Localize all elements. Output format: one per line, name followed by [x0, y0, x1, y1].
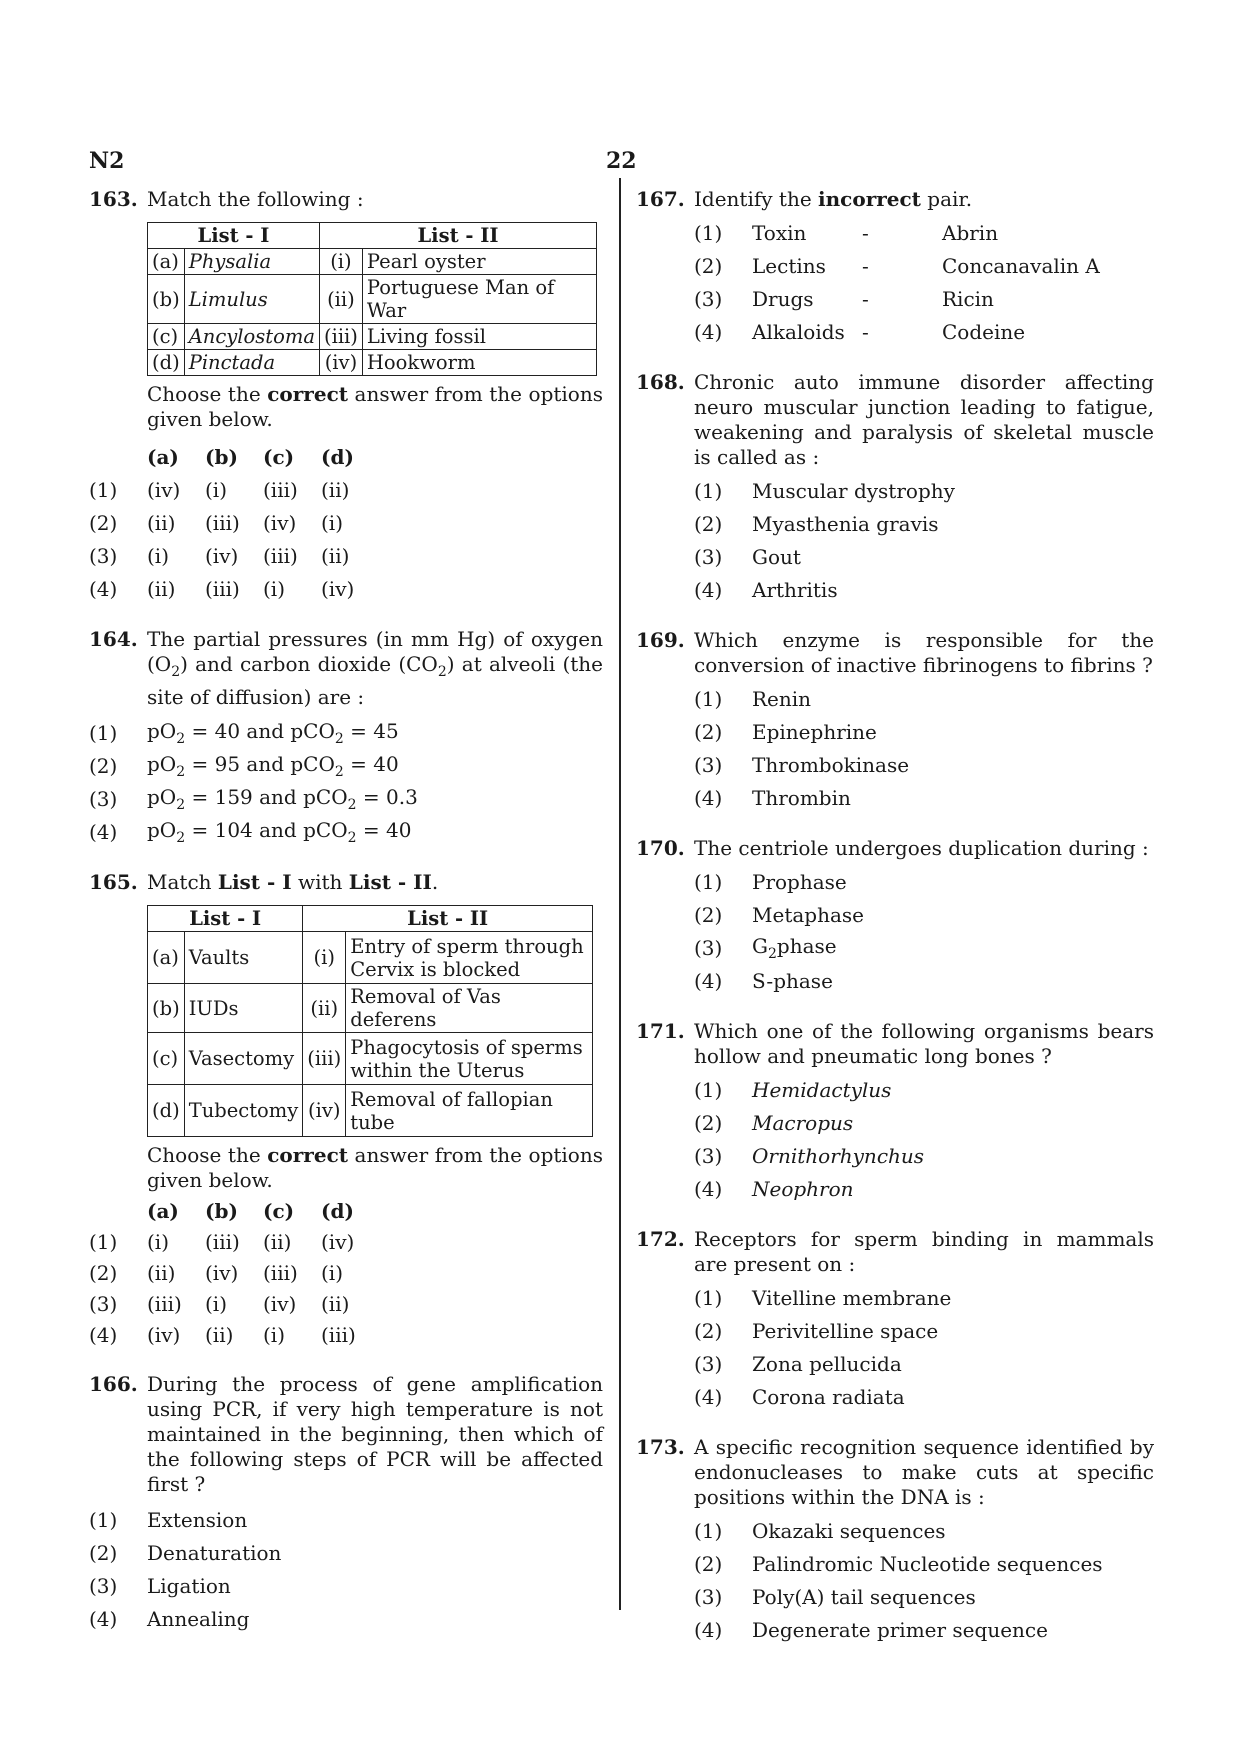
answer-option-2[interactable]: (2) (ii) (iii) (iv) (i) [89, 510, 344, 535]
table-cell: (ii) [303, 984, 346, 1033]
table-row [148, 1085, 593, 1137]
answer-option-2[interactable]: (2) Myasthenia gravis [694, 511, 939, 536]
answer-option-3[interactable]: (3) Drugs - Ricin [694, 286, 994, 311]
table-cell: Tubectomy [184, 1085, 303, 1137]
answer-option-3[interactable]: (3) Ligation [89, 1573, 231, 1598]
answer-option-3[interactable]: (3) (i) (iv) (iii) (ii) [89, 543, 350, 568]
question-number: 166. [89, 1372, 138, 1396]
answer-option-4[interactable]: (4) Degenerate primer sequence [694, 1617, 1048, 1642]
table-cell: (b) [148, 984, 185, 1033]
right-column [636, 187, 1154, 1668]
table-cell: (i) [319, 249, 362, 275]
answer-option-3[interactable]: (3) (iii) (i) (iv) (ii) [89, 1291, 350, 1316]
choose-instruction: Choose the correct answer from the options given below. [147, 1143, 603, 1192]
question-number: 170. [636, 836, 685, 860]
table-cell: (i) [303, 932, 346, 984]
table-cell: (iii) [319, 324, 362, 350]
table-row [148, 1033, 593, 1085]
table-header-list-1: List - I [148, 223, 320, 249]
question-164 [89, 627, 603, 848]
table-row [148, 984, 593, 1033]
question-text: The centriole undergoes duplication during : [694, 836, 1149, 860]
table-cell: Removal of Vas deferens [346, 984, 593, 1033]
question-text: Chronic auto immune disorder affecting neuro muscular junction leading to fatigue, weakening and paralysis of skeletal muscle is called as : [694, 370, 1154, 469]
grid-header: (a) (b) (c) (d) [147, 1198, 354, 1223]
table-row [148, 932, 593, 984]
question-text: Identify the incorrect pair. [694, 187, 973, 211]
answer-option-3[interactable]: (3) $pO_2 = 159$ and pCO$_2$ = 0.3 [89, 784, 418, 813]
question-text: Which enzyme is responsible for the conversion of inactive fibrinogens to fibrins ? [694, 628, 1154, 677]
table-cell: Living fossil [362, 324, 596, 350]
answer-option-1[interactable]: (1) Toxin - Abrin [694, 220, 999, 245]
answer-option-4[interactable]: (4) Corona radiata [694, 1384, 905, 1409]
question-166 [89, 1372, 603, 1635]
question-number: 169. [636, 628, 685, 652]
paper-code: N2 [89, 148, 125, 174]
question-number: 168. [636, 370, 685, 394]
table-header-list-2: List - II [303, 906, 593, 932]
answer-option-2[interactable]: (2) Macropus [694, 1110, 854, 1135]
question-number: 173. [636, 1435, 685, 1459]
table-cell: Phagocytosis of sperms within the Uterus [346, 1033, 593, 1085]
answer-option-4[interactable]: (4) Neophron [694, 1176, 854, 1201]
question-text: Which one of the following organisms bears hollow and pneumatic long bones ? [694, 1019, 1154, 1068]
answer-option-4[interactable]: (4) Arthritis [694, 577, 838, 602]
table-cell: Portuguese Man of War [362, 275, 596, 324]
table-cell: (d) [148, 1085, 185, 1137]
question-text: The partial pressures (in mm Hg) of oxygen $(O_2)$ and carbon dioxide $(CO_2)$ at alveoli (the site of diffusion) are : [147, 627, 603, 709]
grid-header: (a) (b) (c) (d) [147, 444, 354, 469]
table-cell: Ancylostoma [184, 324, 319, 350]
question-number: 167. [636, 187, 685, 211]
answer-option-4[interactable]: (4) $pO_2 = 104$ and pCO$_2$ = 40 [89, 817, 412, 846]
question-text: A specific recognition sequence identified by endonucleases to make cuts at specific positions within the DNA is : [694, 1435, 1154, 1509]
question-165 [89, 870, 603, 1350]
question-172 [636, 1227, 1154, 1413]
answer-option-1[interactable]: (1) Okazaki sequences [694, 1518, 946, 1543]
answer-option-4[interactable]: (4) Alkaloids - Codeine [694, 319, 1026, 344]
table-row [148, 249, 597, 275]
table-header-list-1: List - I [148, 906, 303, 932]
table-header-list-2: List - II [319, 223, 596, 249]
answer-option-4[interactable]: (4) Annealing [89, 1606, 250, 1631]
question-167 [636, 187, 1154, 348]
question-163 [89, 187, 603, 605]
answer-option-1[interactable]: (1) Hemidactylus [694, 1077, 892, 1102]
question-173 [636, 1435, 1154, 1646]
question-text: Match the following : [147, 187, 364, 211]
page-number: 22 [606, 148, 637, 174]
answer-option-1[interactable]: (1) (i) (iii) (ii) (iv) [89, 1229, 355, 1254]
question-text: During the process of gene amplification using PCR, if very high temperature is not maintained in the beginning, then which of the following steps of PCR will be affected first ? [147, 1372, 603, 1496]
table-cell: Pearl oyster [362, 249, 596, 275]
answer-option-4[interactable]: (4) (iv) (ii) (i) (iii) [89, 1322, 356, 1347]
answer-option-3[interactable]: (3) Poly(A) tail sequences [694, 1584, 976, 1609]
table-row [148, 350, 597, 376]
answer-option-4[interactable]: (4) Thrombin [694, 785, 851, 810]
question-number: 165. [89, 870, 138, 894]
table-cell: (b) [148, 275, 185, 324]
table-cell: (c) [148, 1033, 185, 1085]
question-169 [636, 628, 1154, 814]
table-cell: Vaults [184, 932, 303, 984]
table-cell: (ii) [319, 275, 362, 324]
table-cell: (d) [148, 350, 185, 376]
answer-option-2[interactable]: (2) Epinephrine [694, 719, 877, 744]
answer-grid [89, 440, 603, 605]
answer-option-1[interactable]: (1) Renin [694, 686, 812, 711]
question-number: 171. [636, 1019, 685, 1043]
answer-option-2[interactable]: (2) Lectins - Concanavalin A [694, 253, 1100, 278]
answer-option-3[interactable]: (3) Ornithorhynchus [694, 1143, 925, 1168]
table-cell: (iii) [303, 1033, 346, 1085]
answer-option-1[interactable]: (1) Extension [89, 1507, 248, 1532]
table-cell: (a) [148, 932, 185, 984]
table-cell: (iv) [319, 350, 362, 376]
answer-option-1[interactable]: (1) Muscular dystrophy [694, 478, 955, 503]
table-cell: Vasectomy [184, 1033, 303, 1085]
answer-option-2[interactable]: (2) (ii) (iv) (iii) (i) [89, 1260, 344, 1285]
table-cell: Physalia [184, 249, 319, 275]
answer-option-2[interactable]: (2) Palindromic Nucleotide sequences [694, 1551, 1103, 1576]
table-cell: (c) [148, 324, 185, 350]
question-number: 163. [89, 187, 138, 211]
left-column [89, 187, 603, 1657]
column-divider [619, 178, 621, 1610]
match-table [147, 222, 597, 376]
question-number: 172. [636, 1227, 685, 1251]
question-170 [636, 836, 1154, 997]
match-table [147, 905, 593, 1137]
table-cell: IUDs [184, 984, 303, 1033]
answer-option-1[interactable]: (1) Vitelline membrane [694, 1285, 952, 1310]
question-number: 164. [89, 627, 138, 651]
question-168 [636, 370, 1154, 606]
answer-option-2[interactable]: (2) $pO_2 = 95$ and pCO$_2$ = 40 [89, 751, 399, 780]
question-text: Match List - I with List - II. [147, 870, 439, 894]
answer-option-1[interactable]: (1) Prophase [694, 869, 847, 894]
answer-grid [89, 1195, 603, 1350]
answer-option-1[interactable]: (1) (iv) (i) (iii) (ii) [89, 477, 350, 502]
answer-option-3[interactable]: (3) Zona pellucida [694, 1351, 902, 1376]
choose-instruction: Choose the correct answer from the options given below. [147, 382, 603, 431]
table-row [148, 324, 597, 350]
answer-option-4[interactable]: (4) S-phase [694, 968, 833, 993]
table-cell: (iv) [303, 1085, 346, 1137]
table-row [148, 275, 597, 324]
answer-option-3[interactable]: (3) Gout [694, 544, 801, 569]
table-cell: Hookworm [362, 350, 596, 376]
answer-option-4[interactable]: (4) (ii) (iii) (i) (iv) [89, 576, 355, 601]
table-cell: Pinctada [184, 350, 319, 376]
table-cell: Removal of fallopian tube [346, 1085, 593, 1137]
table-cell: Limulus [184, 275, 319, 324]
answer-option-2[interactable]: (2) Perivitelline space [694, 1318, 939, 1343]
answer-option-2[interactable]: (2) Metaphase [694, 902, 864, 927]
question-171 [636, 1019, 1154, 1205]
answer-option-2[interactable]: (2) Denaturation [89, 1540, 282, 1565]
table-cell: Entry of sperm through Cervix is blocked [346, 932, 593, 984]
question-text: Receptors for sperm binding in mammals are present on : [694, 1227, 1154, 1276]
answer-option-3[interactable]: (3) Thrombokinase [694, 752, 910, 777]
answer-option-3[interactable]: (3) $G_2phase$ [694, 933, 837, 962]
answer-option-1[interactable]: (1) $pO_2 = 40$ and pCO$_2$ = 45 [89, 718, 399, 747]
table-cell: (a) [148, 249, 185, 275]
